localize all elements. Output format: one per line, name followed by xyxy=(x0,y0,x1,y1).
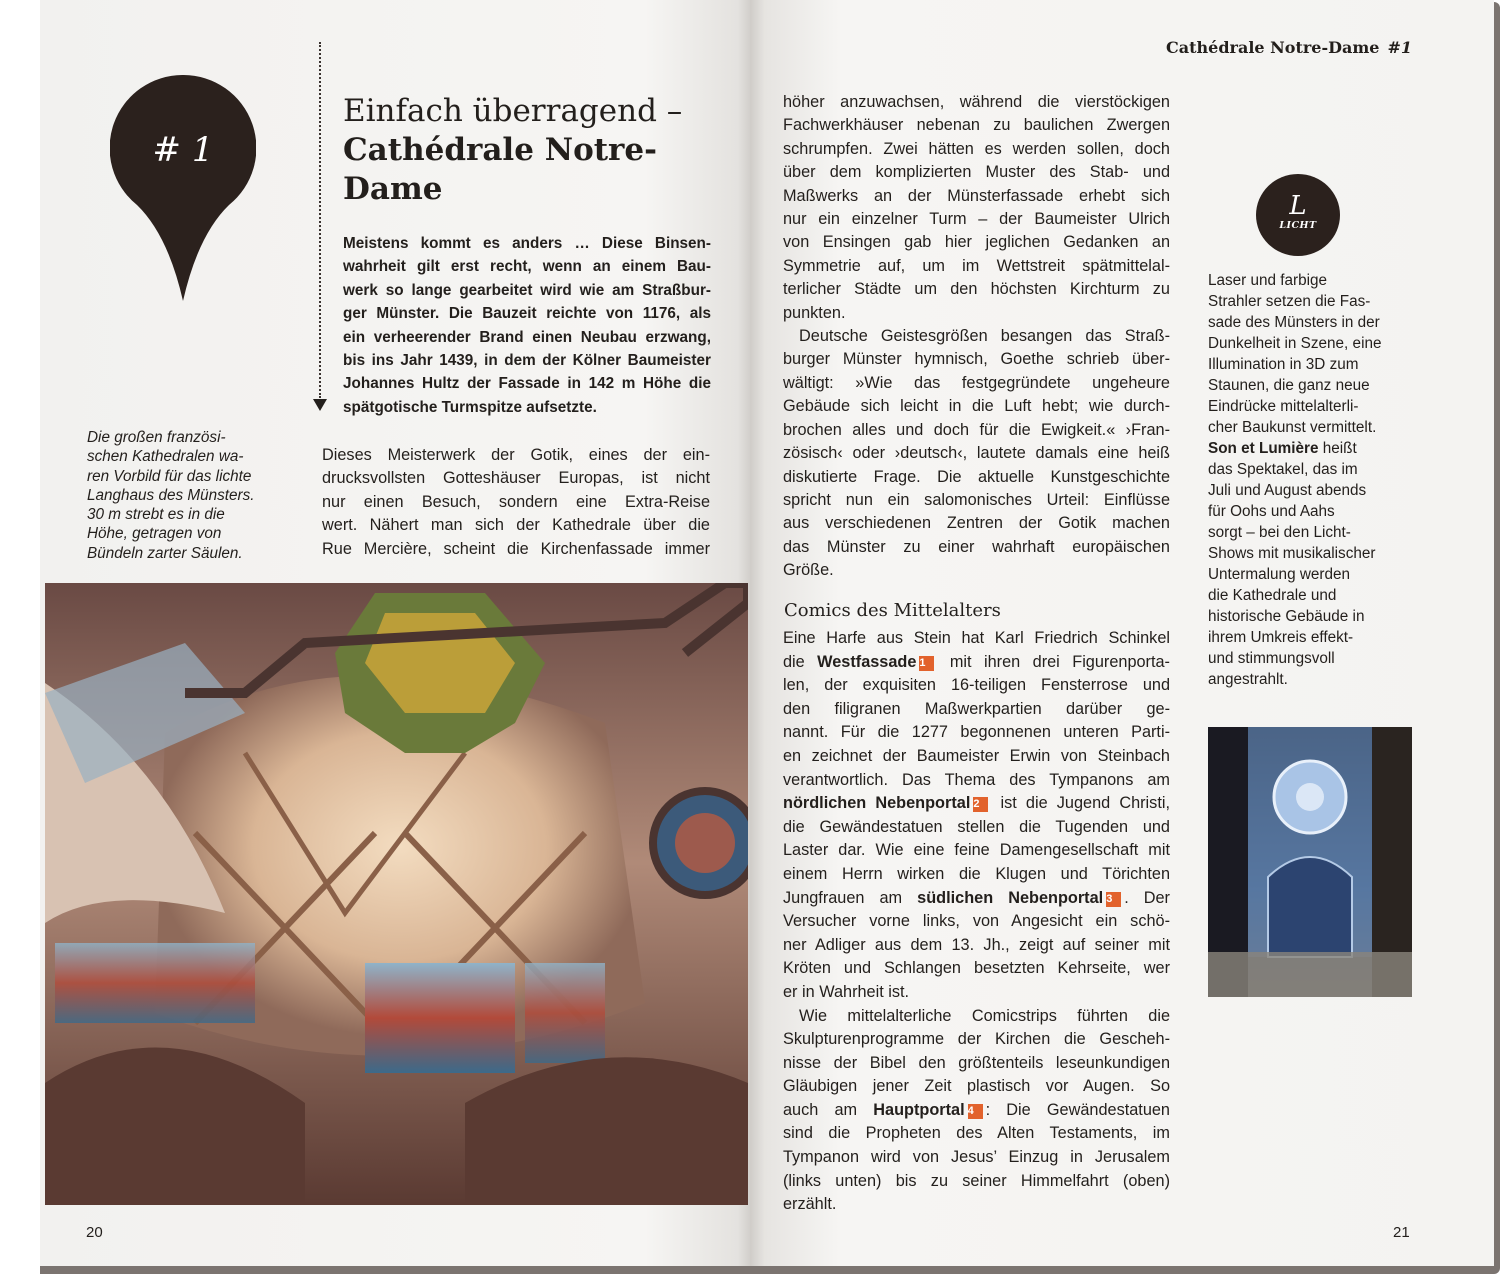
text-line: einem Herrn wirken die Klugen und Törichten xyxy=(783,864,1170,883)
text-line: aus verschiedenen Zentren der Gotik machen xyxy=(783,514,1170,533)
text-line: ein verheerender Brand einen Neubau erzwang, xyxy=(343,328,711,346)
body-text xyxy=(783,91,1170,583)
text-line: den filigranen Maßwerkpartien darüber ge- xyxy=(783,699,1170,718)
text-line: brochen alles und doch für die Ewigkeit.« ›Fran- xyxy=(783,420,1170,439)
text-line: spricht nun ein salomonisches Urteil: Einflüsse xyxy=(783,490,1170,509)
text-line xyxy=(783,651,1170,675)
text-segment: ist die Jugend Christi, xyxy=(991,794,1170,813)
text-line: Symmetrie auf, um im Wettstreit spätmittelal- xyxy=(783,256,1170,275)
text-line: Eindrücke mittelalterli- xyxy=(1208,398,1359,415)
text-line: er in Wahrheit ist. xyxy=(783,982,910,1001)
text-line: nur einen Besuch, sondern eine Extra-Reise xyxy=(322,492,710,511)
title-line: Einfach überragend – xyxy=(343,93,683,129)
bold-term: südlichen Nebenportal xyxy=(917,888,1104,907)
text-line: Wie mittelalterliche Comicstrips führten die xyxy=(799,1006,1170,1025)
text-line: Illumination in 3D zum xyxy=(1208,356,1359,373)
text-line: sorgt – bei den Licht- xyxy=(1208,524,1351,541)
text-line: burger Münster hymnisch, Goethe schrieb über- xyxy=(783,350,1170,369)
bold-term: Westfassade xyxy=(817,652,917,671)
running-head-number: #1 xyxy=(1387,38,1412,57)
running-head xyxy=(1166,38,1412,57)
text-line: zösisch‹ oder ›deutsch‹, lautete damals eine heiß xyxy=(783,444,1170,463)
page-title xyxy=(343,92,713,209)
text-line xyxy=(783,1099,1170,1123)
text-line: Langhaus des Münsters. xyxy=(87,486,255,504)
bold-term: Hauptportal xyxy=(873,1100,965,1119)
location-marker: 1 xyxy=(919,656,934,671)
text-line: die Kathedrale und xyxy=(1208,587,1337,604)
text-line: Eine Harfe aus Stein hat Karl Friedrich Schinkel xyxy=(783,629,1170,647)
text-line: Strahler setzen die Fas- xyxy=(1208,293,1371,310)
text-line: Dieses Meisterwerk der Gotik, eines der ein- xyxy=(322,446,710,464)
text-line: cher Baukunst vermittelt. xyxy=(1208,419,1377,436)
text-line: len, der exquisiten 16-teiligen Fensterrose und xyxy=(783,676,1170,695)
badge-letter: L xyxy=(1289,191,1307,221)
text-line: Shows mit musikalischer xyxy=(1208,545,1376,562)
text-line: Deutsche Geistesgrößen besangen das Straß- xyxy=(799,327,1170,346)
text-segment: auch am xyxy=(783,1100,874,1119)
location-marker: 2 xyxy=(973,797,988,812)
text-line: wältigt: »Wie das festgegründete ungeheure xyxy=(783,373,1170,392)
title-line: Dame xyxy=(343,171,443,207)
photo-caption xyxy=(87,428,287,563)
text-line: werk so lange gearbeitet wird wie am Straßbur- xyxy=(343,281,711,299)
text-line: höher anzuwachsen, während die vierstöckigen xyxy=(783,93,1170,111)
text-line: Bündeln zarter Säulen. xyxy=(87,544,243,562)
body-text xyxy=(783,627,1170,1217)
section-heading: Comics des Mittelalters xyxy=(784,600,1001,621)
text-segment: : Die Gewändestatuen xyxy=(985,1100,1170,1119)
licht-badge xyxy=(1256,174,1340,256)
badge-label: LICHT xyxy=(1279,220,1317,231)
text-line: en zeichnet der Baumeister Erwin von Steinbach xyxy=(783,746,1170,765)
text-line: ren Vorbild für das lichte xyxy=(87,467,252,485)
text-line: wahrheit gilt erst recht, wenn an einem Bau- xyxy=(343,258,711,276)
text-line: wert. Nähert man sich der Kathedrale über die xyxy=(322,516,710,535)
text-line: Juli und August abends xyxy=(1208,482,1367,499)
pin-label: # 1 xyxy=(152,130,214,170)
text-line: Meistens kommt es anders … Diese Binsen- xyxy=(343,235,711,252)
text-line: und stimmungsvoll xyxy=(1208,650,1335,667)
text-line: Staunen, die ganz neue xyxy=(1208,377,1370,394)
location-marker: 4 xyxy=(968,1104,983,1119)
text-line: diskutierte Frage. Die aktuelle Kunstgeschichte xyxy=(783,467,1170,486)
text-line: angestrahlt. xyxy=(1208,671,1288,688)
text-line: Höhe, getragen von xyxy=(87,525,222,543)
text-line: Kröten und Schlangen besetzten Kehrseite, wer xyxy=(783,959,1170,978)
text-line: schen Kathedralen wa- xyxy=(87,448,244,466)
sidebar-text xyxy=(1208,270,1418,690)
text-line: Versucher vorne links, von Angesicht ein schö- xyxy=(783,912,1170,931)
text-line: von Ensingen gab hier jeglichen Gedanken an xyxy=(783,233,1170,252)
text-line: Laser und farbige xyxy=(1208,272,1328,289)
text-line: Johannes Hultz der Fassade in 142 m Höhe die xyxy=(343,375,711,393)
text-line: verantwortlich. Das Thema des Tympanons am xyxy=(783,770,1170,789)
text-line: bis ins Jahr 1439, in dem der Kölner Baumeister xyxy=(343,352,711,370)
text-line: drucksvollsten Gotteshäuser Europas, ist nicht xyxy=(322,469,710,488)
text-line: nur ein einzelner Turm – der Baumeister Ulrich xyxy=(783,210,1170,229)
page-number: 20 xyxy=(86,1224,103,1241)
text-line: ner Adliger aus dem 13. Jh., zeigt auf seiner mit xyxy=(783,935,1170,954)
text-line: Laster dar. Wie eine feine Damengesellschaft mit xyxy=(783,841,1170,860)
text-segment: die xyxy=(783,652,818,671)
text-line: ihrem Umkreis effekt- xyxy=(1208,629,1354,646)
text-segment: mit ihren drei Figurenporta- xyxy=(937,652,1170,671)
text-line: historische Gebäude in xyxy=(1208,608,1365,625)
body-text xyxy=(322,444,710,561)
text-line: Maßwerks an der Münsterfassade erhebt sich xyxy=(783,186,1170,205)
text-line xyxy=(1208,438,1418,459)
text-line: sade des Münsters in der xyxy=(1208,314,1380,331)
text-line: sind die Propheten des Alten Testaments, im xyxy=(783,1124,1170,1143)
text-line: Dunkelheit in Szene, eine xyxy=(1208,335,1382,352)
text-segment: Jungfrauen am xyxy=(783,888,918,907)
text-line xyxy=(783,792,1170,816)
text-line: für Oohs und Aahs xyxy=(1208,503,1335,520)
map-pin-icon xyxy=(110,75,256,301)
bold-term: Son et Lumière xyxy=(1208,440,1319,457)
text-line: Fachwerkhäuser nebenan zu baulichen Zwergen xyxy=(783,116,1170,135)
text-line: schrumpfen. Zwei hätten es werden sollen, doch xyxy=(783,139,1170,158)
text-line: die Gewändestatuen stellen die Tugenden und xyxy=(783,817,1170,836)
cathedral-interior-photo xyxy=(45,583,748,1205)
text-line: Untermalung werden xyxy=(1208,566,1350,583)
text-line: Skulpturenprogramme der Kirchen die Gescheh- xyxy=(783,1030,1170,1049)
text-line: punkten. xyxy=(783,303,846,322)
location-marker: 3 xyxy=(1106,892,1121,907)
lead-paragraph xyxy=(343,232,711,419)
bold-term: nördlichen Nebenportal xyxy=(783,794,971,813)
text-line: Größe. xyxy=(783,561,834,580)
text-line: Rue Mercière, scheint die Kirchenfassade immer xyxy=(322,539,710,558)
title-line: Cathédrale Notre- xyxy=(343,132,657,168)
arrow-down-icon xyxy=(313,399,327,411)
text-segment: . Der xyxy=(1124,888,1170,907)
text-line: über dem komplizierten Muster des Stab- und xyxy=(783,163,1170,182)
text-line: 30 m strebt es in die xyxy=(87,506,225,524)
text-segment: heißt xyxy=(1318,440,1357,457)
text-line: terlicher Städte um den höchsten Kirchturm zu xyxy=(783,280,1170,299)
text-line: nisse der Bibel den größtenteils leseunkundigen xyxy=(783,1053,1170,1072)
text-line: nannt. Für die 1277 begonnenen unteren Parti- xyxy=(783,723,1170,742)
text-line: spätgotische Turmspitze aufsetzte. xyxy=(343,398,597,416)
text-line: Die großen französi- xyxy=(87,429,226,446)
page-number: 21 xyxy=(1393,1224,1410,1241)
text-line: Tympanon wird von Jesus’ Einzug in Jerusalem xyxy=(783,1148,1170,1167)
text-line: das Spektakel, das im xyxy=(1208,461,1358,478)
text-line: Gläubigen jener Zeit plastisch vor Augen. So xyxy=(783,1077,1170,1096)
dotted-divider xyxy=(319,42,321,398)
text-line: erzählt. xyxy=(783,1195,837,1214)
illuminated-facade-photo xyxy=(1208,727,1412,997)
text-line: Gebäude sich leicht in die Luft hebt; wie durch- xyxy=(783,397,1170,416)
text-line: (links unten) bis zu seiner Himmelfahrt (oben) xyxy=(783,1171,1170,1190)
text-line: das Münster zu einer wahrhaft europäischen xyxy=(783,537,1170,556)
running-head-title: Cathédrale Notre-Dame xyxy=(1166,38,1380,57)
text-line: ger Münster. Die Bauzeit reichte von 1176, als xyxy=(343,305,711,323)
text-line xyxy=(783,887,1170,911)
